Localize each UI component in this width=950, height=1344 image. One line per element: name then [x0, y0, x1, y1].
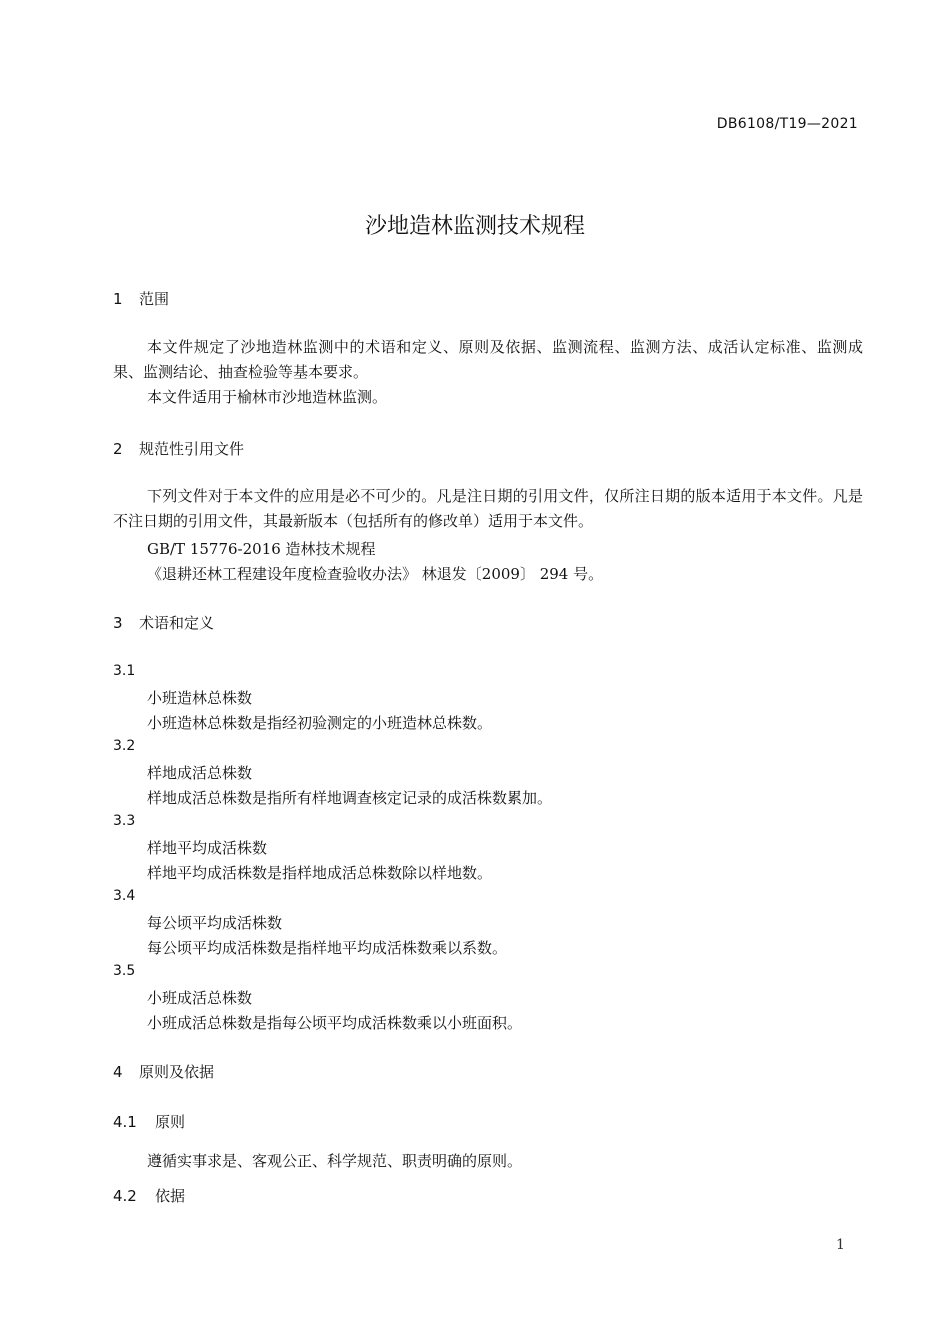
term-number: 3.1 [113, 663, 136, 679]
section-1-paragraph-2: 本文件适用于榆林市沙地造林监测。 [147, 388, 388, 406]
term-number: 3.5 [113, 963, 136, 979]
term-definition: 小班造林总株数是指经初验测定的小班造林总株数。 [147, 714, 493, 732]
reference-2: 《退耕还林工程建设年度检查验收办法》 林退发〔2009〕 294 号。 [147, 565, 604, 583]
standard-code: DB6108/T19—2021 [716, 116, 858, 132]
term-definition: 样地平均成活株数是指样地成活总株数除以样地数。 [147, 864, 493, 882]
section-3-heading [113, 612, 214, 633]
section-title: 范围 [139, 290, 170, 308]
section-title: 规范性引用文件 [139, 440, 245, 458]
section-2-paragraph-1: 下列文件对于本文件的应用是必不可少的。凡是注日期的引用文件，仅所注日期的版本适用于本文件。凡是不注日期的引用文件，其最新版本（包括所有的修改单）适用于本文件。 [113, 487, 863, 530]
section-number: 2 [113, 440, 123, 458]
reference-1: GB/T 15776-2016 造林技术规程 [147, 540, 376, 558]
term-name: 小班造林总株数 [147, 689, 253, 707]
term-number: 3.4 [113, 888, 136, 904]
term-name: 样地成活总株数 [147, 764, 253, 782]
term-definition: 样地成活总株数是指所有样地调查核定记录的成活株数累加。 [147, 789, 553, 807]
section-number: 3 [113, 614, 123, 632]
section-1-heading [113, 288, 169, 309]
section-title: 原则及依据 [139, 1063, 215, 1081]
term-name: 小班成活总株数 [147, 989, 253, 1007]
term-name: 每公顷平均成活株数 [147, 914, 283, 932]
subsection-4-2-heading [113, 1185, 185, 1206]
subsection-4-1-heading [113, 1111, 185, 1132]
subsection-number: 4.1 [113, 1113, 137, 1131]
section-1-paragraph-1: 本文件规定了沙地造林监测中的术语和定义、原则及依据、监测流程、监测方法、成活认定标准、监测成果、监测结论、抽查检验等基本要求。 [113, 338, 863, 381]
section-number: 1 [113, 290, 123, 308]
page-number: 1 [836, 1237, 845, 1253]
term-definition: 每公顷平均成活株数是指样地平均成活株数乘以系数。 [147, 939, 508, 957]
term-definition: 小班成活总株数是指每公顷平均成活株数乘以小班面积。 [147, 1014, 523, 1032]
term-number: 3.2 [113, 738, 136, 754]
subsection-title: 原则 [155, 1113, 186, 1131]
document-title: 沙地造林监测技术规程 [364, 214, 585, 239]
subsection-4-1-paragraph: 遵循实事求是、客观公正、科学规范、职责明确的原则。 [147, 1152, 523, 1170]
section-title: 术语和定义 [139, 614, 215, 632]
section-number: 4 [113, 1063, 123, 1081]
subsection-title: 依据 [155, 1187, 186, 1205]
subsection-number: 4.2 [113, 1187, 137, 1205]
section-2-heading [113, 438, 244, 459]
term-number: 3.3 [113, 813, 136, 829]
term-name: 样地平均成活株数 [147, 839, 268, 857]
section-4-heading [113, 1061, 214, 1082]
